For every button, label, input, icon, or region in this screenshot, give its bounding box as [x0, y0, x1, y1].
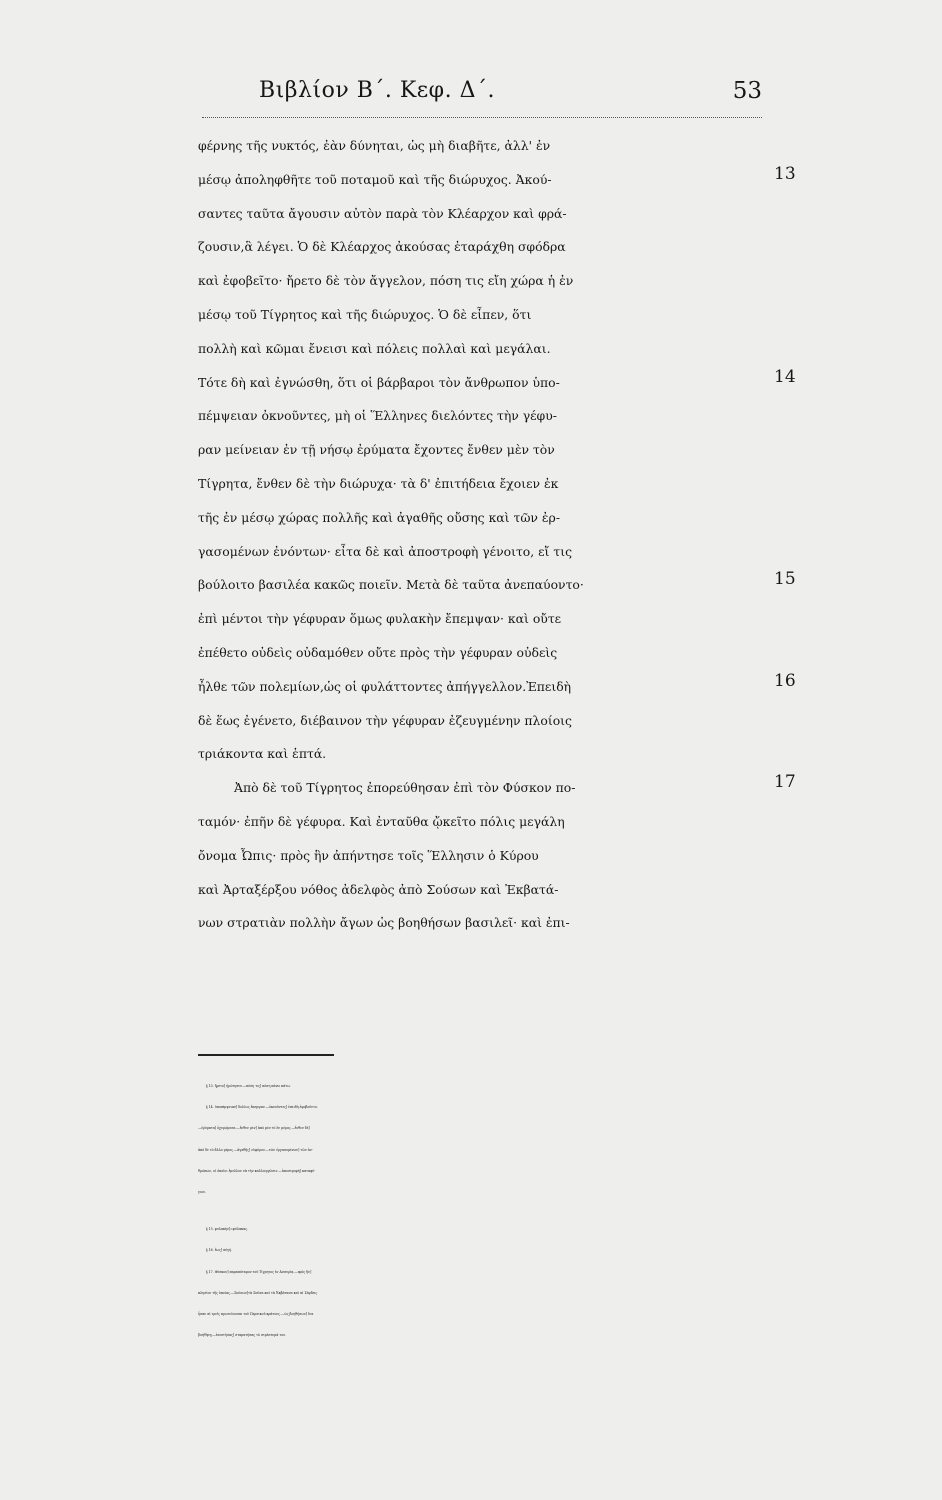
text-line: ἦλθε τῶν πολεμίων,ὡς οἱ φυλάττοντες ἀπήγγελλον.Ἐπειδὴ 16	[198, 670, 768, 704]
main-text	[198, 129, 810, 940]
text-line: καὶ ἐφοβεῖτο· ἤρετο δὲ τὸν ἄγγελον, πόση τις εἴη χώρα ἡ ἐν	[198, 273, 574, 289]
text-line: ἐπὶ μέντοι τὴν γέφυραν ὅμως φυλακὴν ἔπεμψαν· καὶ οὔτε	[198, 611, 562, 627]
footnote-line: βοηθήσῃ.—ἐπιστήσας] σταματήσας τὸ στράτευμά του.	[198, 1333, 287, 1338]
text-line: ὄνομα Ὦπις· πρὸς ἣν ἀπήντησε τοῖς Ἕλλησιν ὁ Κύρου	[198, 847, 539, 863]
text-line: τῆς ἐν μέσῳ χώρας πολλῆς καὶ ἀγαθῆς οὔσης καὶ τῶν ἐρ-	[198, 509, 561, 525]
text-line: σαντες ταῦτα ἄγουσιν αὐτὸν παρὰ τὸν Κλέαρχον καὶ φρά-	[198, 205, 567, 221]
text-line: πολλὴ καὶ κῶμαι ἔνεισι καὶ πόλεις πολλαὶ καὶ μεγάλαι.	[198, 340, 551, 356]
footnote-line: § 17. Φύσκον] παραπόταμον τοῦ Τίγρητος ἐν Ἀσσυρίᾳ.—πρὸς ἣν]	[206, 1269, 312, 1274]
text-line: βούλοιτο βασιλέα κακῶς ποιεῖν. Μετὰ δὲ ταῦτα ἀνεπαύοντο· 15	[198, 568, 768, 602]
footnote-line: ἦσαν αἱ τρεῖς πρωτεύουσαι τοῦ Περσικοῦ κράτους.—ὡς βοηθήσων] ἵνα	[198, 1311, 314, 1316]
footnotes	[198, 1076, 774, 1346]
text-line: πέμψειαν ὀκνοῦντες, μὴ οἱ Ἕλληνες διελόντες τὴν γέφυ-	[198, 408, 557, 424]
text-line: Τίγρητα, ἔνθεν δὲ τὴν διώρυχα· τὰ δ' ἐπιτήδεια ἔχοιεν ἐκ	[198, 475, 559, 491]
running-title: Βιβλίον Β΄. Κεφ. Δ΄.	[259, 78, 495, 103]
section-number: 17	[774, 772, 796, 793]
footnote-line: § 13. ἤρετο] ἠρώτησεν.—πόση τις] πόση πάνω κάτω.	[206, 1084, 291, 1088]
text-line: Ἀπὸ δὲ τοῦ Τίγρητος ἐπορεύθησαν ἐπὶ τὸν Φύσκον πο- 17	[198, 771, 768, 805]
header-rule	[202, 117, 762, 118]
section-number: 13	[774, 163, 796, 184]
footnote-rule	[198, 1054, 334, 1056]
running-header	[200, 78, 770, 118]
text-line: ταμόν· ἐπῆν δὲ γέφυρα. Καὶ ἐνταῦθα ᾤκεῖτο πόλις μεγάλη	[198, 813, 565, 829]
text-line: ραν μείνειαν ἐν τῇ νήσῳ ἐρύματα ἔχοντες ἔνθεν μὲν τὸν	[198, 442, 555, 458]
text-line: νων στρατιὰν πολλὴν ἄγων ὡς βοηθήσων βασιλεῖ· καὶ ἐπι-	[198, 915, 570, 931]
text-line: Τότε δὴ καὶ ἐγνώσθη, ὅτι οἱ βάρβαροι τὸν ἄνθρωπον ὑπο- 14	[198, 366, 768, 400]
text-line: δὲ ἕως ἐγένετο, διέβαινον τὴν γέφυραν ἐζευγμένην πλοίοις	[198, 712, 572, 728]
text-line: φέρνης τῆς νυκτός, ἐὰν δύνηται, ὡς μὴ διαβῆτε, ἀλλ' ἐν	[198, 138, 551, 153]
section-number: 15	[774, 569, 796, 590]
text-line: καὶ Ἀρταξέρξου νόθος ἀδελφὸς ἀπὸ Σούσων καὶ Ἐκβατά-	[198, 881, 559, 897]
footnote-line: ἀπὸ δὲ τὸ ἄλλο μέρος.—ἀγαθῆς] εὐφόρου.—τῶν ἐργασομένων] τῶν ἀν-	[198, 1147, 313, 1152]
footnote-line: θρώπων, οἱ ὁποῖοι ἔμελλον νὰ τὴν καλλιεργῶσιν.—ἀποστροφὴ] καταφύ-	[198, 1168, 316, 1173]
section-number: 14	[774, 366, 796, 387]
footnote-line: § 14. ὑποπέμψειαν] δολίως ἔπεμψαν.—ὀκνοῦντες] ἐπειδὴ ἐφοβοῦντο.	[206, 1105, 318, 1110]
footnote-line: —ἐρύματα] ὀχυρώματα.—ἔνθεν μὲν] ἀπὸ μὲν τὸ ἓν μέρος.—ἔνθεν δὲ]	[198, 1126, 310, 1131]
footnote-line: § 15. φυλακὴν]=φύλακας.	[206, 1227, 249, 1232]
text-line: μέσῳ τοῦ Τίγρητος καὶ τῆς διώρυχος. Ὁ δὲ εἶπεν, ὅτι	[198, 306, 532, 322]
page-number: 53	[732, 78, 762, 104]
text-line: μέσῳ ἀποληφθῆτε τοῦ ποταμοῦ καὶ τῆς διώρυχος. Ἀκού- 13	[198, 163, 768, 197]
text-line: τριάκοντα καὶ ἑπτά.	[198, 746, 327, 762]
text-line: ζουσιν,ἃ λέγει. Ὁ δὲ Κλέαρχος ἀκούσας ἐταράχθη σφόδρα	[198, 239, 566, 255]
text-line: ἐπέθετο οὐδεὶς οὐδαμόθεν οὔτε πρὸς τὴν γέφυραν οὐδεὶς	[198, 644, 558, 660]
section-number: 16	[774, 670, 796, 691]
footnote-line: § 16. ἕως] αὐγή.	[206, 1248, 232, 1253]
footnote-line: γιον.	[198, 1189, 207, 1194]
text-line: γασομένων ἐνόντων· εἶτα δὲ καὶ ἀποστροφὴ γένοιτο, εἴ τις	[198, 543, 573, 559]
footnote-line: πλησίον τῆς ὁποίας.—Σούσων]τὰ Σοῦσα καὶ τὰ Ἐκβάτανα καὶ αἱ Σάρδεις	[198, 1290, 318, 1295]
footnote-gap	[198, 1203, 774, 1219]
